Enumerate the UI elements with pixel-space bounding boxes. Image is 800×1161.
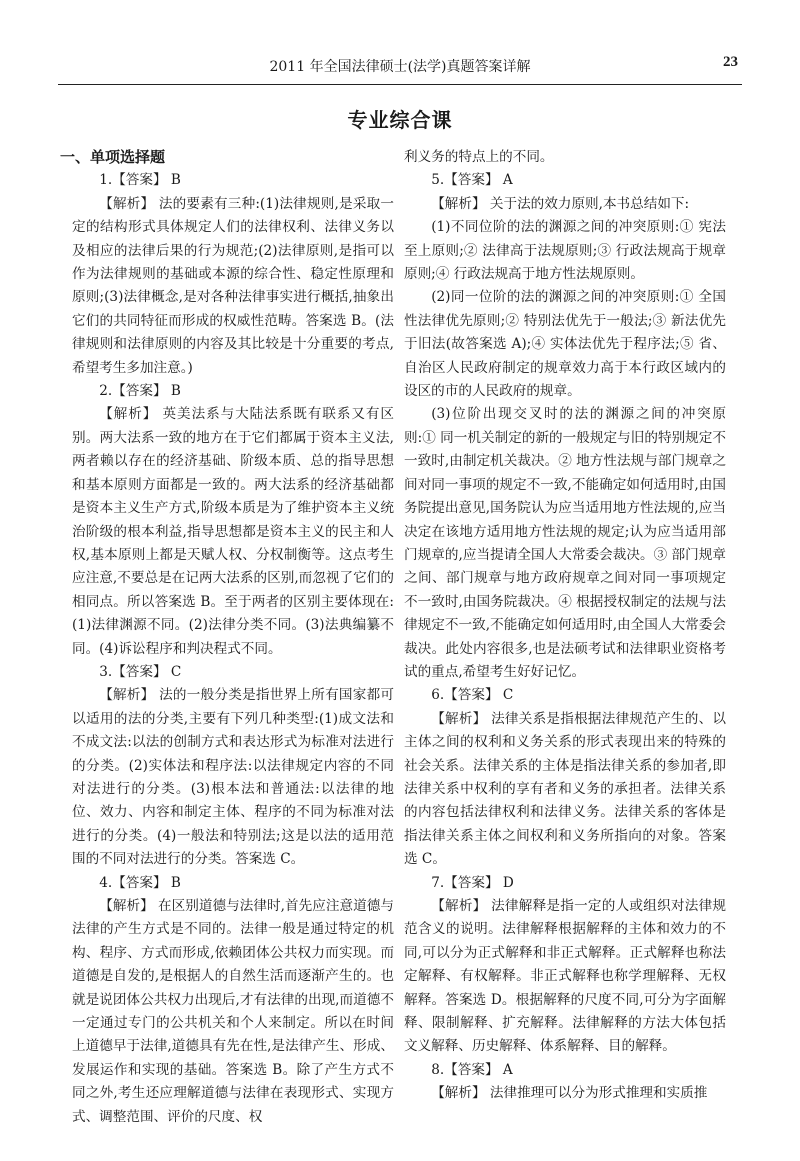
q8-answer: 8.【答案】 A [431,1061,513,1078]
q6-explanation: 【解析】 法律关系是指根据法律规范产生的、以主体之间的权利和义务关系的形式表现出来的特殊的社会关系。法律关系的主体是指法律关系的参加者,即法律关系中权利的享有者和义务的承担者。法律关系的内容包括法律权利和法律义务。法律关系的客体是指法律关系主体之间权利和义务所指向的对象。答案选 C。 [404,710,726,868]
q1-explanation: 【解析】 法的要素有三种:(1)法律规则,是采取一定的结构形式具体规定人们的法律权利、法律义务以及相应的法律后果的行为规范;(2)法律原则,是指可以作为法律规则的基础或本源的综合性、稳定性原理和原则;(3)法律概念,是对各种法律事实进行概括,抽象出它们的共同特征而形成的权威性范畴。答案选 B。(法律规则和法律原则的内容及其比较是十分重要的考点,希望考生多加注意。) [72,195,394,376]
right-column [404,146,726,1106]
q4-answer: 4.【答案】 B [99,874,181,891]
q5-answer: 5.【答案】 A [431,172,513,189]
q5-point-2: (2)同一位阶的法的渊源之间的冲突原则:① 全国性法律优先原则;② 特别法优先于一般法;③ 新法优先于旧法(故答案选 A);④ 实体法优先于程序法;⑤ 省、自治区人民政府制定的规章效力高于本行政区域内的设区的市的人民政府的规章。 [404,289,726,400]
q7-answer: 7.【答案】 D [431,874,514,891]
q4-explanation-continued: 利义务的特点上的不同。 [404,149,554,165]
q5-point-1: (1)不同位阶的法的渊源之间的冲突原则:① 宪法至上原则;② 法律高于法规原则;③ 行政法规高于规章原则;④ 行政法规高于地方性法规原则。 [404,219,726,283]
q4-explanation: 【解析】 在区别道德与法律时,首先应注意道德与法律的产生方式是不同的。法律一般是通过特定的机构、程序、方式而形成,依赖团体公共权力而实现。而道德是自发的,是根据人的自然生活而逐渐产生的。也就是说团体公共权力出现后,才有法律的出现,而道德不一定通过专门的公共机关和个人来制定。所以在时间上道德早于法律,道德具有先在性,是法律产生、形成、发展运作和实现的基础。答案选 B。除了产生方式不同之外,考生还应理解道德与法律在表现形式、实现方式、调整范围、评价的尺度、权 [72,898,394,1125]
q8-explanation: 【解析】 法律推理可以分为形式推理和实质推 [431,1085,708,1102]
q5-point-3: (3)位阶出现交叉时的法的渊源之间的冲突原则:① 同一机关制定的新的一般规定与旧的特别规定不一致时,由制定机关裁决。② 地方性法规与部门规章之间对同一事项的规定不一致,不能确定如何适用时,由国务院提出意见,国务院认为应当适用地方性法规的,应当决定在该地方适用地方性法规的规定;认为应当适用部门规章的,应当提请全国人大常委会裁决。③ 部门规章之间、部门规章与地方政府规章之间对同一事项规定不一致时,由国务院裁决。④ 根据授权制定的法规与法律规定不一致,不能确定如何适用时,由全国人大常委会裁决。此处内容很多,也是法硕考试和法律职业资格考试的重点,希望考生好好记忆。 [404,406,726,680]
q7-explanation: 【解析】 法律解释是指一定的人或组织对法律规范含义的说明。法律解释根据解释的主体和效力的不同,可以分为正式解释和非正式解释。正式解释也称法定解释、有权解释。非正式解释也称学理解释、无权解释。答案选 D。根据解释的尺度不同,可分为字面解释、限制解释、扩充解释。法律解释的方法大体包括文义解释、历史解释、体系解释、目的解释。 [404,898,726,1055]
q6-answer: 6.【答案】 C [431,687,514,704]
q5-explanation: 【解析】 关于法的效力原则,本书总结如下: [431,195,690,212]
q3-answer: 3.【答案】 C [99,663,182,680]
left-column [60,146,394,1129]
header-title: 2011 年全国法律硕士(法学)真题答案详解 [269,59,531,75]
q2-answer: 2.【答案】 B [99,383,181,400]
running-header [58,50,742,85]
q2-explanation: 【解析】 英美法系与大陆法系既有联系又有区别。两大法系一致的地方在于它们都属于资本主义法,两者赖以存在的经济基础、阶级本质、总的指导思想和基本原则方面都是一致的。两大法系的经济基础都是资本主义生产方式,阶级本质是为了维护资本主义统治阶级的根本利益,指导思想都是资本主义的民主和人权,基本原则上都是天赋人权、分权制衡等。这点考生应注意,不要总是在记两大法系的区别,而忽视了它们的相同点。所以答案选 B。至于两者的区别主要体现在:(1)法律渊源不同。(2)法律分类不同。(3)法典编纂不同。(4)诉讼程序和判决程式不同。 [72,406,394,657]
page-number: 23 [723,54,738,70]
section-title: 专业综合课 [347,108,453,132]
q3-explanation: 【解析】 法的一般分类是指世界上所有国家都可以适用的法的分类,主要有下列几种类型:(1)成文法和不成文法:以法的创制方式和表达形式为标准对法进行的分类。(2)实体法和程序法:以法律规定内容的不同对法进行的分类。(3)根本法和普通法:以法律的地位、效力、内容和制定主体、程序的不同为标准对法进行的分类。(4)一般法和特别法;这是以法的适用范围的不同对法进行的分类。答案选 C。 [72,687,394,868]
part-heading: 一、单项选择题 [60,148,166,166]
q1-answer: 1.【答案】 B [99,172,181,189]
